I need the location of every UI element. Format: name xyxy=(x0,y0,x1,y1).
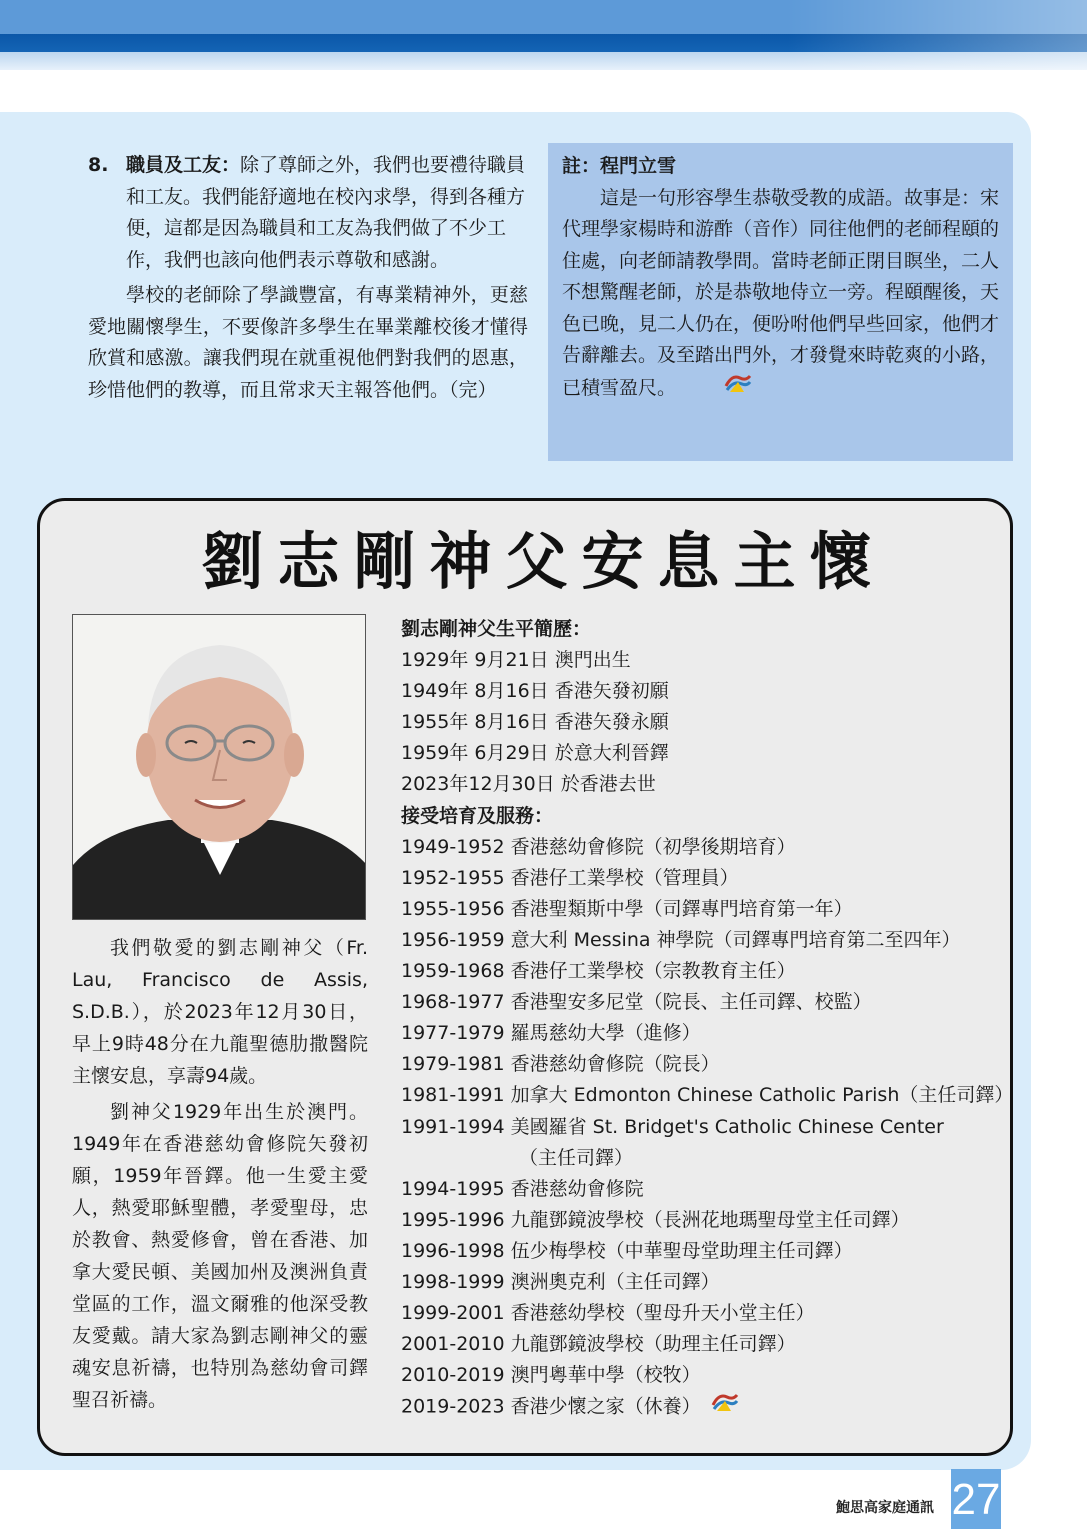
service-row: 1994-1995 香港慈幼會修院 xyxy=(401,1177,644,1200)
item-title: 職員及工友： xyxy=(126,154,241,176)
memorial-paragraph: 我們敬愛的劉志剛神父（Fr. Lau, Francisco de Assis, S.D.B.），於2023年12月30日，早上9時48分在九龍聖德肋撒醫院主懷安息，享壽94歲。 xyxy=(72,937,368,1087)
service-row: 1952-1955 香港仔工業學校（管理員） xyxy=(401,866,739,889)
service-row: 1956-1959 意大利 Messina 神學院（司鐸專門培育第二至四年） xyxy=(401,928,961,951)
left-column xyxy=(88,150,528,406)
priest-photo xyxy=(72,614,366,920)
biography xyxy=(401,614,1014,1423)
service-row: 1999-2001 香港慈幼學校（聖母升天小堂主任） xyxy=(401,1302,815,1325)
note-heading: 註：程門立雪 xyxy=(562,155,677,177)
list-item-8 xyxy=(88,150,528,276)
service-row: 1959-1968 香港仔工業學校（宗教教育主任） xyxy=(401,960,796,983)
service-heading: 接受培育及服務： xyxy=(401,804,554,827)
bio-item: 2023年12月30日 於香港去世 xyxy=(401,773,656,796)
salesian-logo-icon xyxy=(711,1391,739,1423)
bio-item: 1959年 6月29日 於意大利晉鐸 xyxy=(401,742,669,765)
note-body: 這是一句形容學生恭敬受教的成語。故事是：宋代理學家楊時和游酢（音作）同往他們的老師程頤的住處，向老師請教學問。當時老師正閉目瞑坐，二人不想驚醒老師，於是恭敬地侍立一旁。程頤醒後，天色已晚，見二人仍在，便吩咐他們早些回家，他們才告辭離去。及至踏出門外，才發覺來時乾爽的小路，已積雪盈尺。 xyxy=(562,183,999,405)
service-row: 1968-1977 香港聖安多尼堂（院長、主任司鐸、校監） xyxy=(401,991,872,1014)
article-title: 劉志剛神父安息主懷 xyxy=(201,525,886,598)
bio-heading: 劉志剛神父生平簡歷： xyxy=(401,618,592,640)
service-row: 1977-1979 羅馬慈幼大學（進修） xyxy=(401,1022,701,1045)
header-band xyxy=(0,0,1087,70)
service-row: 1955-1956 香港聖類斯中學（司鐸專門培育第一年） xyxy=(401,897,853,920)
bio-item: 1955年 8月16日 香港矢發永願 xyxy=(401,711,669,734)
service-row: 2001-2010 九龍鄧鏡波學校（助理主任司鐸） xyxy=(401,1333,796,1356)
service-row: 2019-2023 香港少懷之家（休養） xyxy=(401,1391,1011,1423)
memorial-paragraph: 劉神父1929年出生於澳門。1949年在香港慈幼會修院矢發初願，1959年晉鐸。他一生愛主愛人，熱愛耶穌聖體，孝愛聖母，忠於教會、熱愛修會，曾在香港、加拿大愛民頓、美國加州及澳洲負責堂區的工作，溫文爾雅的他深受教友愛戴。請大家為劉志剛神父的靈魂安息祈禱，也特別為慈幼會司鐸聖召祈禱。 xyxy=(72,1101,368,1411)
service-row: 1996-1998 伍少梅學校（中華聖母堂助理主任司鐸） xyxy=(401,1239,853,1262)
service-row: 1979-1981 香港慈幼會修院（院長） xyxy=(401,1053,720,1076)
item-text: 除了尊師之外，我們也要禮待職員和工友。我們能舒適地在校內求學，得到各種方便，這都是因為職員和工友為我們做了不少工作，我們也該向他們表示尊敬和感謝。 xyxy=(126,154,526,271)
publication-name: 鮑思高家庭通訊 xyxy=(836,1500,934,1516)
bio-item: 1929年 9月21日 澳門出生 xyxy=(401,649,631,672)
service-row: 1949-1952 香港慈幼會修院（初學後期培育） xyxy=(401,835,796,858)
service-row-continued: （主任司鐸） xyxy=(519,1146,634,1169)
memorial-text xyxy=(72,932,368,1416)
salesian-logo-icon xyxy=(686,372,752,405)
bio-item: 1949年 8月16日 香港矢發初願 xyxy=(401,680,669,703)
service-row: 1981-1991 加拿大 Edmonton Chinese Catholic Parish（主任司鐸） xyxy=(401,1084,1014,1107)
service-row: 1998-1999 澳洲奧克利（主任司鐸） xyxy=(401,1270,720,1293)
closing-paragraph: 學校的老師除了學識豐富，有專業精神外，更慈愛地關懷學生，不要像許多學生在畢業離校後才懂得欣賞和感激。讓我們現在就重視他們對我們的恩惠，珍惜他們的教導，而且常求天主報答他們。（完） xyxy=(88,284,528,401)
service-row: 1991-1994 美國羅省 St. Bridget's Catholic Chinese Center xyxy=(401,1115,944,1138)
note-box xyxy=(548,143,1013,461)
page-number: 27 xyxy=(951,1469,1001,1529)
service-row: 2010-2019 澳門粵華中學（校牧） xyxy=(401,1364,701,1387)
service-row: 1995-1996 九龍鄧鏡波學校（長洲花地瑪聖母堂主任司鐸） xyxy=(401,1208,910,1231)
item-number: 8. xyxy=(88,154,109,176)
